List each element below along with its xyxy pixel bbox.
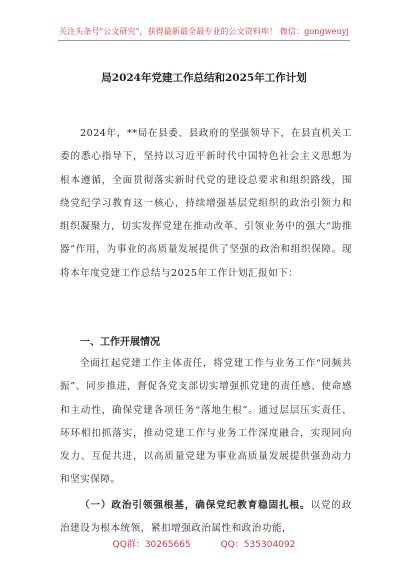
header-divider — [58, 40, 350, 41]
subsection-text: 以党的政治建设为根本统领，紧扣增强政治属性和政治功能， — [60, 500, 353, 535]
document-title: 局2024年党建工作总结和2025年工作计划 — [101, 72, 307, 84]
footer-qq: QQ：535304092 — [220, 540, 296, 550]
footer-qq-group: QQ群：30265665 — [112, 540, 191, 550]
section-heading: 一、工作开展情况 — [80, 337, 160, 348]
footer-contact — [0, 537, 408, 550]
subsection-heading: （一）政治引领强根基，确保党纪教育稳固扎根。 — [80, 500, 311, 511]
header-banner: 关注头条号"公文研究"，获得最新最全最专业的公文资料库！ 微信：gongwenyj — [59, 27, 349, 36]
section-paragraph: 全面扛起党建工作主体责任，将党建工作与业务工作“同频共振”、同步推进，督促各党支部切实增强抓党建的责任感、使命感和主动性，确保党建各项任务“落地生根”。通过层层压实责任、环环相扣抓落实，推动党建工作与业务工作深度融合，实现同向发力、互促共进，以高质量党建为事业高质量发展提供强劲动力和坚实保障。 — [60, 358, 352, 486]
intro-paragraph: 2024年，**局在县委、县政府的坚强领导下，在县直机关工委的悉心指导下，坚持以习近平新时代中国特色社会主义思想为根本遵循，全面贯彻落实新时代党的建设总要求和组织路线，围绕党纪学习教育这一核心，持续增强基层党组织的政治引领力和组织凝聚力，切实发挥党建在推动改革、引领业务中的强大“助推器”作用，为事业的高质量发展提供了坚强的政治和组织保障。现将本年度党建工作总结与2025年工作计划汇报如下： — [60, 128, 352, 279]
subsection-paragraph — [60, 494, 352, 541]
